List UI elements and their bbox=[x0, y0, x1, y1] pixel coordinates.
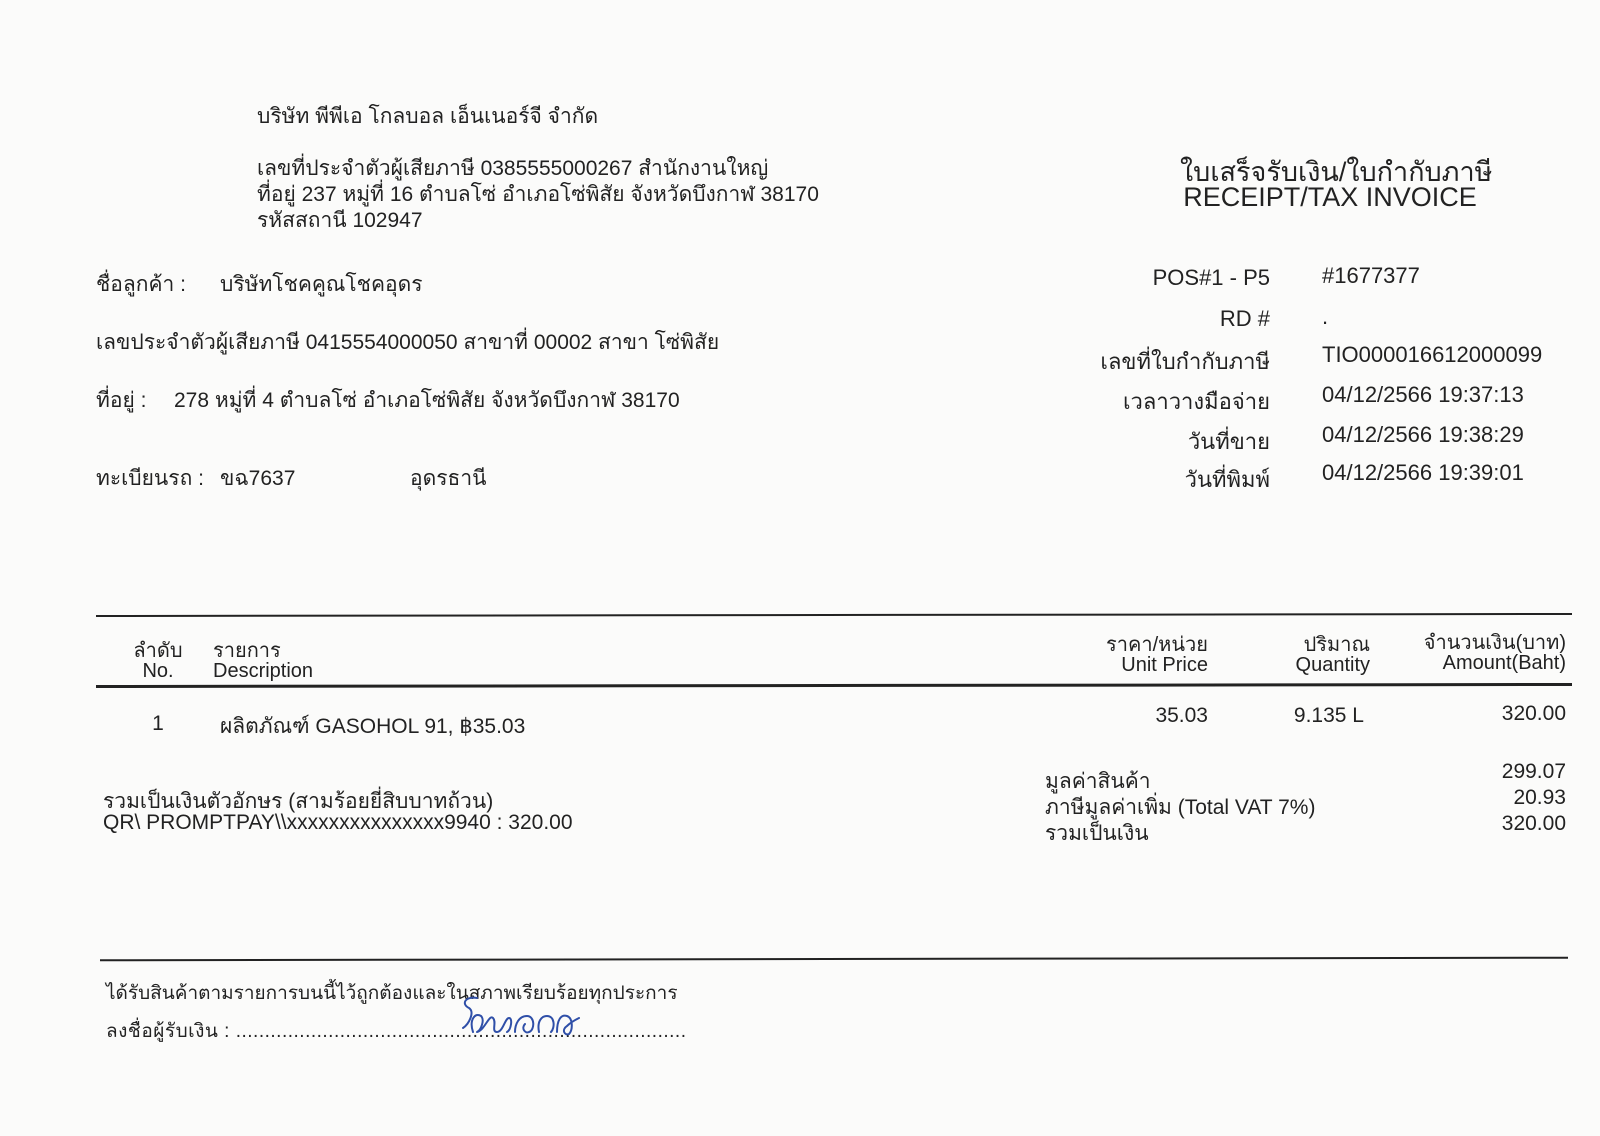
amount-in-words: รวมเป็นเงินตัวอักษร (สามร้อยยี่สิบบาทถ้วน) bbox=[103, 790, 494, 813]
pos-label: POS#1 - P5 bbox=[1152, 265, 1270, 290]
header-no-thai: ลำดับ bbox=[133, 640, 183, 662]
row-description: ผลิตภัณฑ์ GASOHOL 91, ฿35.03 bbox=[220, 715, 526, 738]
header-quantity-thai: ปริมาณ bbox=[1303, 634, 1370, 656]
invoice-number: TIO000016612000099 bbox=[1322, 342, 1543, 367]
print-date: 04/12/2566 19:39:01 bbox=[1322, 460, 1524, 485]
table-header-rule bbox=[96, 683, 1572, 688]
invoice-number-label: เลขที่ใบกำกับภาษี bbox=[1100, 349, 1270, 374]
row-no: 1 bbox=[152, 712, 164, 735]
sale-date-label: วันที่ขาย bbox=[1187, 429, 1270, 454]
row-quantity: 9.135 L bbox=[1293, 704, 1364, 727]
header-amount-thai: จำนวนเงิน(บาท) bbox=[1423, 632, 1566, 654]
vat-label: ภาษีมูลค่าเพิ่ม (Total VAT 7%) bbox=[1045, 796, 1316, 819]
net-value-label: มูลค่าสินค้า bbox=[1045, 770, 1151, 793]
seller-name: บริษัท พีพีเอ โกลบอล เอ็นเนอร์จี จำกัด bbox=[257, 105, 599, 128]
payment-method: QR\ PROMPTPAY\\xxxxxxxxxxxxxxx9940 : 320.00 bbox=[103, 811, 573, 834]
footer-rule bbox=[100, 957, 1568, 962]
customer-address-label: ที่อยู่ : bbox=[96, 389, 147, 412]
customer-name: บริษัทโชคคูณโชคอุดร bbox=[220, 273, 423, 296]
header-quantity-english: Quantity bbox=[1295, 654, 1370, 676]
table-top-rule bbox=[96, 613, 1572, 617]
signature-stroke bbox=[463, 998, 579, 1035]
plate-label: ทะเบียนรถ : bbox=[96, 467, 204, 490]
nozzle-time-label: เวลาวางมือจ่าย bbox=[1122, 389, 1270, 414]
rd-value: . bbox=[1322, 304, 1329, 329]
header-unit-price-english: Unit Price bbox=[1121, 654, 1208, 676]
customer-address: 278 หมู่ที่ 4 ตำบลโซ่ อำเภอโซ่พิสัย จังหวัดบึงกาฬ 38170 bbox=[174, 389, 680, 412]
header-description-thai: รายการ bbox=[213, 640, 281, 662]
header-unit-price-thai: ราคา/หน่วย bbox=[1106, 634, 1208, 656]
sale-date: 04/12/2566 19:38:29 bbox=[1322, 422, 1524, 447]
plate-number: ขฉ7637 bbox=[220, 467, 296, 490]
receipt-acknowledgement: ได้รับสินค้าตามรายการบนนี้ไว้ถูกต้องและในสภาพเรียบร้อยทุกประการ bbox=[106, 983, 678, 1004]
grand-total-value: 320.00 bbox=[1501, 812, 1566, 835]
doc-title-english: RECEIPT/TAX INVOICE bbox=[1183, 182, 1477, 212]
net-value: 299.07 bbox=[1501, 760, 1566, 783]
row-amount: 320.00 bbox=[1501, 702, 1566, 725]
rd-label: RD # bbox=[1219, 306, 1270, 331]
header-no-english: No. bbox=[142, 660, 174, 682]
row-unit-price: 35.03 bbox=[1155, 704, 1208, 727]
nozzle-time: 04/12/2566 19:37:13 bbox=[1322, 382, 1524, 407]
header-amount-english: Amount(Baht) bbox=[1442, 652, 1566, 674]
doc-title-thai: ใบเสร็จรับเงิน/ใบกำกับภาษี bbox=[1180, 157, 1493, 187]
signature-line: ลงชื่อผู้รับเงิน : .............................................................................. bbox=[106, 1021, 687, 1042]
header-description-english: Description bbox=[213, 660, 314, 682]
plate-province: อุดรธานี bbox=[410, 467, 487, 490]
grand-total-label: รวมเป็นเงิน bbox=[1045, 822, 1149, 845]
seller-station-code: รหัสสถานี 102947 bbox=[257, 209, 423, 232]
print-date-label: วันที่พิมพ์ bbox=[1184, 467, 1270, 492]
signature-scribble bbox=[455, 990, 585, 1040]
seller-tax-id: เลขที่ประจำตัวผู้เสียภาษี 0385555000267 สำนักงานใหญ่ bbox=[257, 157, 769, 180]
seller-address: ที่อยู่ 237 หมู่ที่ 16 ตำบลโซ่ อำเภอโซ่พิสัย จังหวัดบึงกาฬ 38170 bbox=[257, 183, 819, 206]
customer-tax-id: เลขประจำตัวผู้เสียภาษี 0415554000050 สาขาที่ 00002 สาขา โซ่พิสัย bbox=[96, 331, 720, 354]
pos-number: #1677377 bbox=[1322, 263, 1420, 288]
vat-value: 20.93 bbox=[1513, 786, 1566, 809]
customer-name-label: ชื่อลูกค้า : bbox=[96, 273, 186, 296]
